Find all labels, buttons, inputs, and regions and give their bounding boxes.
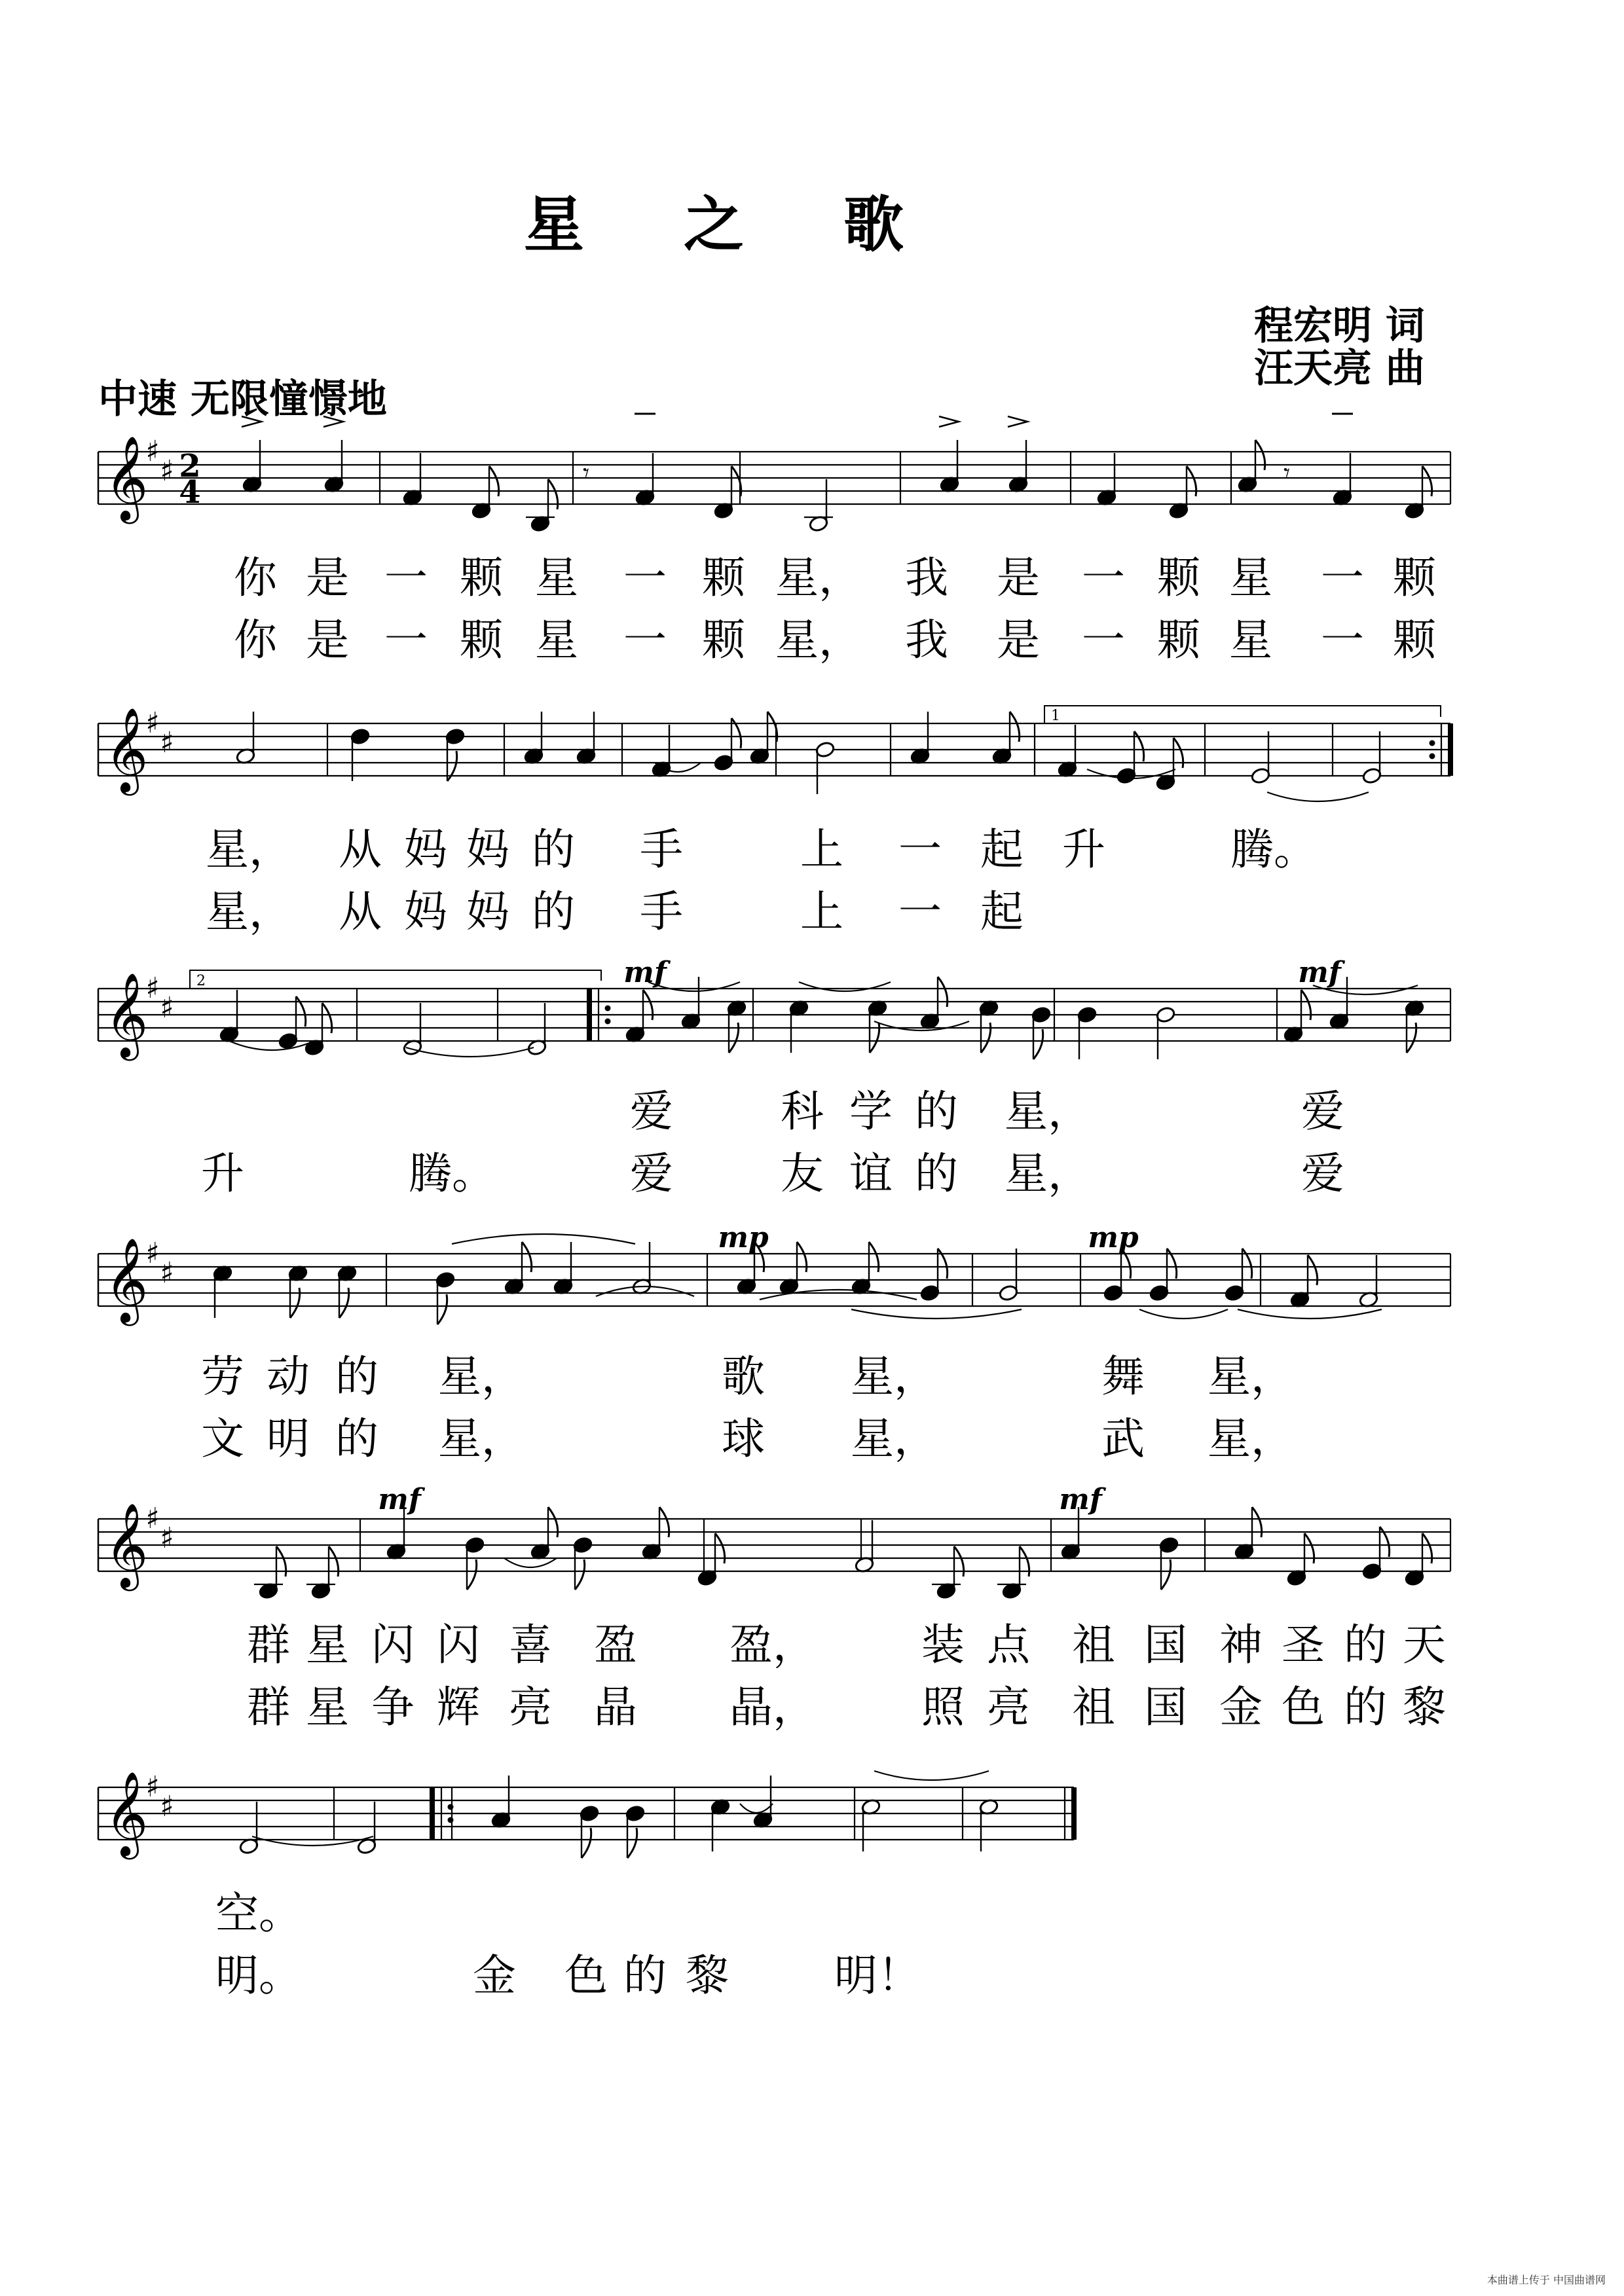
lyric-syllable: 色 bbox=[1282, 1682, 1325, 1732]
lyric-syllable: 的 bbox=[532, 824, 575, 875]
lyric-syllable: 星 bbox=[1229, 615, 1272, 665]
lyric-syllable: 的 bbox=[335, 1413, 378, 1464]
lyric-syllable: 亮 bbox=[987, 1682, 1030, 1732]
lyricist-credit: 程宏明 词 bbox=[1254, 303, 1425, 349]
sharp-icon: ♯ bbox=[145, 1502, 160, 1535]
slur bbox=[874, 1771, 989, 1780]
lyric-syllable: 我 bbox=[905, 615, 948, 665]
lyric-syllable: 颗 bbox=[460, 615, 503, 665]
lyric-syllable: 上 bbox=[800, 886, 843, 937]
lyric-syllable: 颗 bbox=[460, 553, 503, 603]
eighth-flag bbox=[548, 1507, 558, 1537]
lyric-syllable: 的 bbox=[915, 1148, 958, 1199]
sharp-icon: ♯ bbox=[160, 726, 174, 759]
lyric-syllable: 动 bbox=[267, 1351, 310, 1402]
eighth-flag bbox=[954, 1546, 964, 1576]
lyric-syllable: 颗 bbox=[1393, 553, 1436, 603]
sharp-icon: ♯ bbox=[145, 1237, 160, 1270]
lyric-syllable: 腾。 bbox=[1230, 824, 1317, 875]
accent-mark-icon bbox=[242, 416, 261, 427]
repeat-dot bbox=[605, 1006, 611, 1011]
lyric-syllable: 颗 bbox=[1157, 553, 1200, 603]
dynamic-marking: mf bbox=[378, 1483, 421, 1516]
slur bbox=[406, 1048, 534, 1057]
lyric-syllable: 妈 bbox=[466, 886, 509, 937]
slur bbox=[740, 1804, 773, 1813]
treble-clef-icon: 𝄞 bbox=[105, 435, 149, 520]
lyric-syllable: 起 bbox=[980, 886, 1024, 937]
lyric-syllable: 亮 bbox=[509, 1682, 552, 1732]
lyric-syllable: 黎 bbox=[686, 1950, 729, 2001]
eighth-flag bbox=[627, 1828, 637, 1858]
lyric-syllable: 点 bbox=[987, 1620, 1030, 1670]
lyric-syllable: 爱 bbox=[630, 1148, 673, 1199]
lyric-syllable: 起 bbox=[980, 824, 1024, 875]
lyric-syllable: 神 bbox=[1219, 1620, 1263, 1670]
lyric-syllable: 手 bbox=[640, 886, 683, 937]
lyric-syllable: 星 bbox=[535, 553, 578, 603]
treble-clef-icon: 𝄞 bbox=[105, 1237, 149, 1322]
lyric-syllable: 国 bbox=[1144, 1620, 1187, 1670]
composer-credit: 汪天亮 曲 bbox=[1254, 346, 1425, 392]
lyric-syllable: 晶 bbox=[594, 1682, 637, 1732]
repeat-dot bbox=[1430, 754, 1435, 759]
lyric-syllable: 一 bbox=[623, 553, 667, 603]
slur bbox=[1139, 1309, 1228, 1319]
lyric-syllable: 一 bbox=[1082, 615, 1125, 665]
sharp-icon: ♯ bbox=[160, 1790, 174, 1823]
rest-icon: 𝄾 bbox=[1283, 458, 1291, 487]
repeat-dot bbox=[448, 1804, 454, 1810]
lyric-syllable: 星， bbox=[851, 1351, 937, 1402]
lyric-syllable: 颗 bbox=[702, 553, 745, 603]
lyric-syllable: 星 bbox=[1229, 553, 1272, 603]
lyric-syllable: 辉 bbox=[437, 1682, 480, 1732]
lyric-syllable: 武 bbox=[1101, 1413, 1145, 1464]
lyric-syllable: 一 bbox=[384, 553, 428, 603]
tempo-marking: 中速 无限憧憬地 bbox=[98, 376, 387, 422]
lyric-syllable: 闪 bbox=[437, 1620, 480, 1670]
lyric-syllable: 爱 bbox=[1301, 1086, 1344, 1137]
accent-mark-icon bbox=[1008, 416, 1027, 427]
lyric-syllable: 星， bbox=[1208, 1413, 1294, 1464]
lyric-syllable: 星， bbox=[1005, 1148, 1091, 1199]
lyric-syllable: 星， bbox=[775, 615, 862, 665]
lyric-syllable: 盈， bbox=[729, 1620, 816, 1670]
eighth-flag bbox=[1422, 1533, 1432, 1563]
lyric-syllable: 从 bbox=[339, 886, 382, 937]
sharp-icon: ♯ bbox=[160, 1522, 174, 1555]
lyric-syllable: 歌 bbox=[722, 1351, 765, 1402]
lyric-syllable: 妈 bbox=[404, 886, 447, 937]
sharp-icon: ♯ bbox=[160, 1256, 174, 1290]
dynamic-marking: mf bbox=[1059, 1483, 1102, 1516]
lyric-syllable: 星， bbox=[775, 553, 862, 603]
staff-system-4 bbox=[98, 1237, 1450, 1326]
lyric-syllable: 颗 bbox=[1393, 615, 1436, 665]
lyric-syllable: 星 bbox=[306, 1620, 349, 1670]
slur bbox=[1238, 1309, 1382, 1319]
lyric-syllable: 星， bbox=[1005, 1086, 1091, 1137]
volta-bracket-2 bbox=[190, 970, 601, 989]
lyric-syllable: 星 bbox=[306, 1682, 349, 1732]
lyric-syllable: 黎 bbox=[1403, 1682, 1446, 1732]
repeat-dot bbox=[605, 1019, 611, 1025]
sharp-icon: ♯ bbox=[160, 991, 174, 1025]
lyric-syllable: 的 bbox=[623, 1950, 667, 2001]
lyric-syllable: 上 bbox=[800, 824, 843, 875]
lyric-syllable: 星， bbox=[206, 824, 292, 875]
lyric-syllable: 明。 bbox=[215, 1950, 302, 2001]
lyric-syllable: 闪 bbox=[371, 1620, 415, 1670]
accent-mark-icon bbox=[323, 416, 343, 427]
slur bbox=[1267, 792, 1369, 801]
eighth-flag bbox=[329, 1546, 339, 1576]
slur bbox=[229, 1041, 314, 1050]
treble-clef-icon: 𝄞 bbox=[105, 1771, 149, 1856]
lyric-syllable: 群 bbox=[247, 1620, 290, 1670]
lyric-syllable: 金 bbox=[473, 1950, 516, 2001]
lyric-syllable: 爱 bbox=[1301, 1148, 1344, 1199]
lyric-syllable: 友 bbox=[781, 1148, 824, 1199]
lyric-syllable: 一 bbox=[898, 824, 942, 875]
lyric-syllable: 明 bbox=[267, 1413, 310, 1464]
lyric-syllable: 一 bbox=[898, 886, 942, 937]
lyric-syllable: 星 bbox=[535, 615, 578, 665]
accent-mark-icon bbox=[939, 416, 959, 427]
lyric-syllable: 是 bbox=[306, 553, 349, 603]
dynamic-marking: mp bbox=[1088, 1221, 1139, 1254]
lyric-syllable: 的 bbox=[532, 886, 575, 937]
lyric-syllable: 舞 bbox=[1101, 1351, 1145, 1402]
staff-system-3 bbox=[98, 972, 1450, 1061]
lyric-syllable: 一 bbox=[1321, 615, 1364, 665]
eighth-flag bbox=[1252, 1507, 1262, 1537]
lyric-syllable: 劳 bbox=[201, 1351, 244, 1402]
lyric-syllable: 国 bbox=[1144, 1682, 1187, 1732]
lyric-syllable: 球 bbox=[722, 1413, 765, 1464]
footer-credit: 本曲谱上传于 中国曲谱网 bbox=[1486, 2274, 1606, 2286]
lyric-syllable: 星， bbox=[438, 1351, 525, 1402]
repeat-dot bbox=[448, 1817, 454, 1823]
lyric-syllable: 是 bbox=[997, 553, 1040, 603]
lyric-syllable: 晶， bbox=[729, 1682, 816, 1732]
treble-clef-icon: 𝄞 bbox=[105, 972, 149, 1057]
lyric-syllable: 的 bbox=[1344, 1620, 1387, 1670]
lyric-syllable: 祖 bbox=[1072, 1682, 1115, 1732]
eighth-flag bbox=[715, 1533, 725, 1563]
eighth-flag bbox=[1033, 1029, 1043, 1059]
lyric-syllable: 空。 bbox=[215, 1888, 302, 1939]
sharp-icon: ♯ bbox=[145, 972, 160, 1005]
lyric-syllable: 的 bbox=[335, 1351, 378, 1402]
eighth-flag bbox=[1020, 1546, 1029, 1576]
eighth-flag bbox=[467, 1559, 477, 1590]
notes-system-5 bbox=[254, 1507, 1432, 1599]
lyric-syllable: 一 bbox=[1321, 553, 1364, 603]
dynamic-marking: mf bbox=[1298, 956, 1341, 989]
sharp-icon: ♯ bbox=[145, 1770, 160, 1804]
volta-label-2: 2 bbox=[196, 973, 206, 989]
lyric-syllable: 妈 bbox=[404, 824, 447, 875]
lyric-syllable: 星， bbox=[1208, 1351, 1294, 1402]
volta-bracket-1 bbox=[1044, 706, 1441, 723]
eighth-flag bbox=[276, 1546, 286, 1576]
lyric-syllable: 颗 bbox=[1157, 615, 1200, 665]
staff-system-2 bbox=[98, 706, 1450, 796]
lyric-syllable: 明！ bbox=[834, 1950, 921, 2001]
lyric-syllable: 金 bbox=[1219, 1682, 1263, 1732]
lyric-syllable: 是 bbox=[306, 615, 349, 665]
rest-icon: 𝄾 bbox=[583, 458, 590, 487]
lyric-syllable: 星， bbox=[438, 1413, 525, 1464]
time-signature-top: 2 bbox=[179, 448, 201, 484]
lyric-syllable: 色 bbox=[564, 1950, 608, 2001]
eighth-flag bbox=[437, 1294, 447, 1324]
sharp-icon: ♯ bbox=[145, 435, 160, 468]
lyric-syllable: 文 bbox=[201, 1413, 244, 1464]
lyric-syllable: 升 bbox=[1062, 824, 1105, 875]
lyric-syllable: 手 bbox=[640, 824, 683, 875]
lyric-syllable: 科 bbox=[781, 1086, 824, 1137]
eighth-flag bbox=[659, 1507, 669, 1537]
lyric-syllable: 照 bbox=[921, 1682, 965, 1732]
sharp-icon: ♯ bbox=[145, 706, 160, 740]
slur bbox=[851, 1309, 1022, 1319]
lyric-syllable: 的 bbox=[915, 1086, 958, 1137]
eighth-flag bbox=[1161, 1559, 1171, 1590]
lyric-syllable: 星， bbox=[851, 1413, 937, 1464]
lyric-syllable: 装 bbox=[921, 1620, 965, 1670]
sharp-icon: ♯ bbox=[160, 454, 174, 488]
treble-clef-icon: 𝄞 bbox=[105, 707, 149, 792]
slur bbox=[799, 982, 891, 991]
lyric-syllable: 争 bbox=[371, 1682, 415, 1732]
lyric-syllable: 喜 bbox=[509, 1620, 552, 1670]
lyric-syllable: 是 bbox=[997, 615, 1040, 665]
lyric-syllable: 星， bbox=[206, 886, 292, 937]
volta-label-1: 1 bbox=[1051, 708, 1060, 724]
treble-clef-icon: 𝄞 bbox=[105, 1503, 149, 1588]
slur bbox=[252, 1836, 373, 1846]
lyric-syllable: 从 bbox=[339, 824, 382, 875]
time-signature-bottom: 4 bbox=[179, 474, 201, 511]
lyric-syllable: 谊 bbox=[849, 1148, 893, 1199]
lyric-syllable: 升 bbox=[201, 1148, 244, 1199]
lyric-syllable: 我 bbox=[905, 553, 948, 603]
slur bbox=[504, 1558, 557, 1567]
lyric-syllable: 颗 bbox=[702, 615, 745, 665]
lyric-syllable: 你 bbox=[234, 615, 277, 665]
slur bbox=[452, 1234, 635, 1244]
lyric-syllable: 妈 bbox=[466, 824, 509, 875]
lyric-syllable: 祖 bbox=[1072, 1620, 1115, 1670]
lyric-syllable: 爱 bbox=[630, 1086, 673, 1137]
eighth-flag bbox=[581, 1828, 591, 1858]
dynamic-marking: mp bbox=[718, 1221, 769, 1254]
lyric-syllable: 一 bbox=[623, 615, 667, 665]
lyric-syllable: 的 bbox=[1344, 1682, 1387, 1732]
lyric-syllable: 你 bbox=[234, 553, 277, 603]
lyric-syllable: 学 bbox=[849, 1086, 893, 1137]
lyric-syllable: 圣 bbox=[1282, 1620, 1325, 1670]
lyric-syllable: 一 bbox=[384, 615, 428, 665]
lyric-syllable: 盈 bbox=[594, 1620, 637, 1670]
eighth-flag bbox=[575, 1559, 585, 1590]
eighth-flag bbox=[1304, 1533, 1314, 1563]
song-title: 星 之 歌 bbox=[523, 190, 944, 260]
lyric-syllable: 群 bbox=[247, 1682, 290, 1732]
repeat-dot bbox=[1430, 740, 1435, 746]
dynamic-marking: mf bbox=[623, 956, 667, 989]
lyric-syllable: 一 bbox=[1082, 553, 1125, 603]
notes-system-1 bbox=[242, 440, 1432, 532]
lyric-syllable: 腾。 bbox=[409, 1148, 495, 1199]
lyric-syllable: 天 bbox=[1403, 1620, 1446, 1670]
